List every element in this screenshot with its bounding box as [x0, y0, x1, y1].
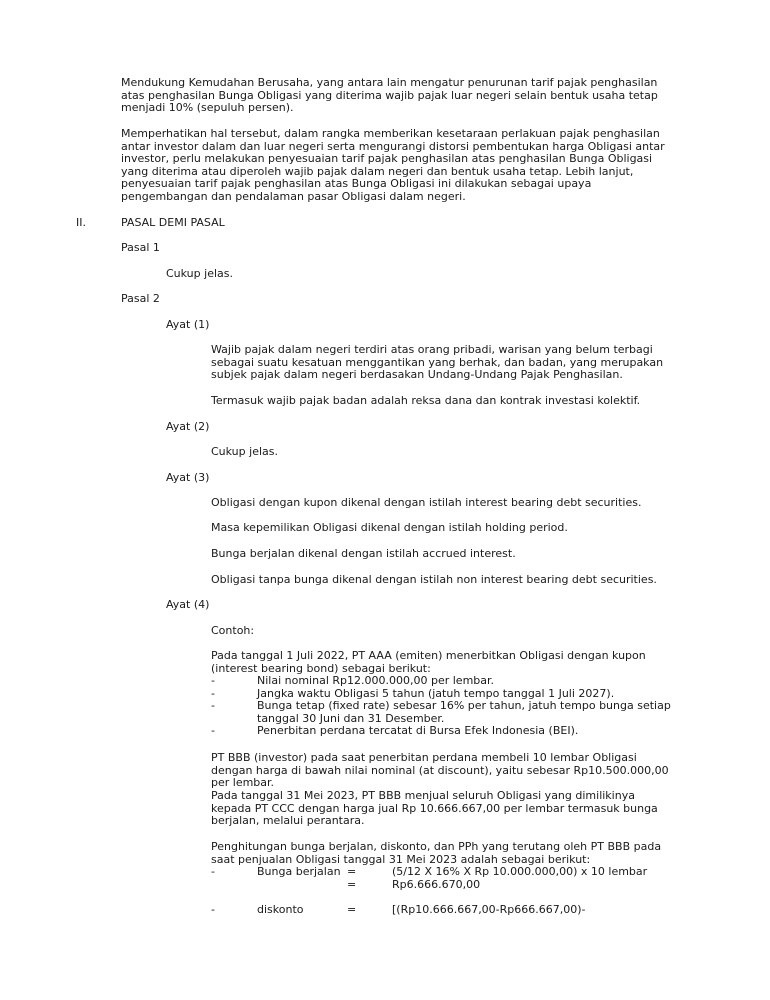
calc-equals: = — [347, 865, 357, 878]
calc-row-diskonto — [211, 904, 676, 917]
ayat-2-text: Cukup jelas. — [211, 445, 278, 458]
list-item — [211, 675, 676, 688]
ayat-3-paragraph-2: Masa kepemilikan Obligasi dikenal dengan istilah holding period. — [211, 521, 568, 534]
bond-terms-list — [211, 675, 676, 738]
list-dash: - — [211, 686, 215, 700]
calc-row-bunga — [211, 866, 676, 879]
calc-row-bunga-result — [211, 879, 676, 892]
list-dash: - — [211, 724, 215, 738]
ayat-3-heading: Ayat (3) — [166, 471, 210, 484]
example-paragraph-2: PT BBB (investor) pada saat penerbitan perdana membeli 10 lembar Obligasi dengan harga di bawah nilai nominal (at discount), yaitu sebesar Rp10.500.000,00 per lembar. — [211, 751, 669, 790]
calc-label: diskonto — [257, 903, 304, 916]
list-item-text: Penerbitan perdana tercatat di Bursa Efek Indonesia (BEI). — [257, 724, 579, 738]
list-dash: - — [211, 674, 215, 687]
list-item — [211, 700, 676, 725]
list-item — [211, 725, 676, 738]
ayat-1-heading: Ayat (1) — [166, 318, 210, 331]
section-title: PASAL DEMI PASAL — [121, 216, 225, 229]
ayat-3-paragraph-4: Obligasi tanpa bunga dikenal dengan istilah non interest bearing debt securities. — [211, 573, 657, 586]
example-paragraph-3: Pada tanggal 31 Mei 2023, PT BBB menjual seluruh Obligasi yang dimilikinya kepada PT CCC dengan harga jual Rp 10.666.667,00 per lembar termasuk bunga berjalan, melalui perantara. — [211, 789, 658, 828]
section-number: II. — [76, 216, 86, 229]
calculation-block — [211, 866, 676, 891]
calc-formula: (5/12 X 16% X Rp 10.000.000,00) x 10 lembar — [392, 865, 648, 878]
ayat-2-heading: Ayat (2) — [166, 420, 210, 433]
calc-dash: - — [211, 865, 215, 878]
calc-equals: = — [347, 877, 357, 891]
pasal-1-text: Cukup jelas. — [166, 267, 233, 280]
ayat-3-paragraph-3: Bunga berjalan dikenal dengan istilah accrued interest. — [211, 547, 516, 560]
calc-equals: = — [347, 903, 357, 916]
calculation-block-diskonto — [211, 904, 676, 917]
example-paragraph-1: Pada tanggal 1 Juli 2022, PT AAA (emiten) menerbitkan Obligasi dengan kupon (interest bearing bond) sebagai berikut: — [211, 649, 646, 675]
pasal-2-heading: Pasal 2 — [121, 292, 160, 305]
calc-label: Bunga berjalan — [257, 865, 341, 878]
list-item-text: Nilai nominal Rp12.000.000,00 per lembar. — [257, 674, 495, 687]
intro-paragraph-2: Memperhatikan hal tersebut, dalam rangka memberikan kesetaraan perlakuan pajak penghasilan antar investor dalam dan luar negeri serta mengurangi distorsi pembentukan harga Obligasi antar investor, perlu melakukan penyesuaian tarif pajak penghasilan atas penghasilan Bunga Obligasi yang diterima atau diperoleh wajib pajak dalam negeri dan bentuk usaha tetap. Lebih lanjut, penyesuaian tarif pajak penghasilan atas Bunga Obligasi ini dilakukan sebagai upaya pengembangan dan pendalaman pasar Obligasi dalam negeri. — [121, 127, 665, 203]
calc-result: Rp6.666.670,00 — [392, 877, 481, 891]
ayat-1-paragraph-1: Wajib pajak dalam negeri terdiri atas orang pribadi, warisan yang belum terbagi sebagai suatu kesatuan menggantikan yang berhak, dan badan, yang merupakan subjek pajak dalam negeri berdasakan Undang-Undang Pajak Penghasilan. — [211, 343, 664, 382]
calc-dash: - — [211, 903, 215, 916]
ayat-1-paragraph-2: Termasuk wajib pajak badan adalah reksa dana dan kontrak investasi kolektif. — [211, 394, 641, 407]
list-item-text: Jangka waktu Obligasi 5 tahun (jatuh tempo tanggal 1 Juli 2027). — [257, 686, 615, 700]
pasal-1-heading: Pasal 1 — [121, 241, 160, 254]
example-paragraph-4: Penghitungan bunga berjalan, diskonto, dan PPh yang terutang oleh PT BBB pada saat penjualan Obligasi tanggal 31 Mei 2023 adalah sebagai berikut: — [211, 840, 662, 866]
calc-formula: [(Rp10.666.667,00-Rp666.667,00)- — [392, 903, 586, 916]
example-label: Contoh: — [211, 624, 255, 637]
ayat-3-paragraph-1: Obligasi dengan kupon dikenal dengan istilah interest bearing debt securities. — [211, 496, 642, 509]
ayat-4-heading: Ayat (4) — [166, 598, 210, 611]
list-item-text: Bunga tetap (fixed rate) sebesar 16% per tahun, jatuh tempo bunga setiap tanggal 30 Juni dan 31 Desember. — [257, 699, 671, 725]
list-dash: - — [211, 699, 215, 713]
intro-paragraph-1: Mendukung Kemudahan Berusaha, yang antara lain mengatur penurunan tarif pajak penghasilan atas penghasilan Bunga Obligasi yang diterima wajib pajak luar negeri selain bentuk usaha tetap menjadi 10% (sepuluh persen). — [121, 76, 658, 115]
